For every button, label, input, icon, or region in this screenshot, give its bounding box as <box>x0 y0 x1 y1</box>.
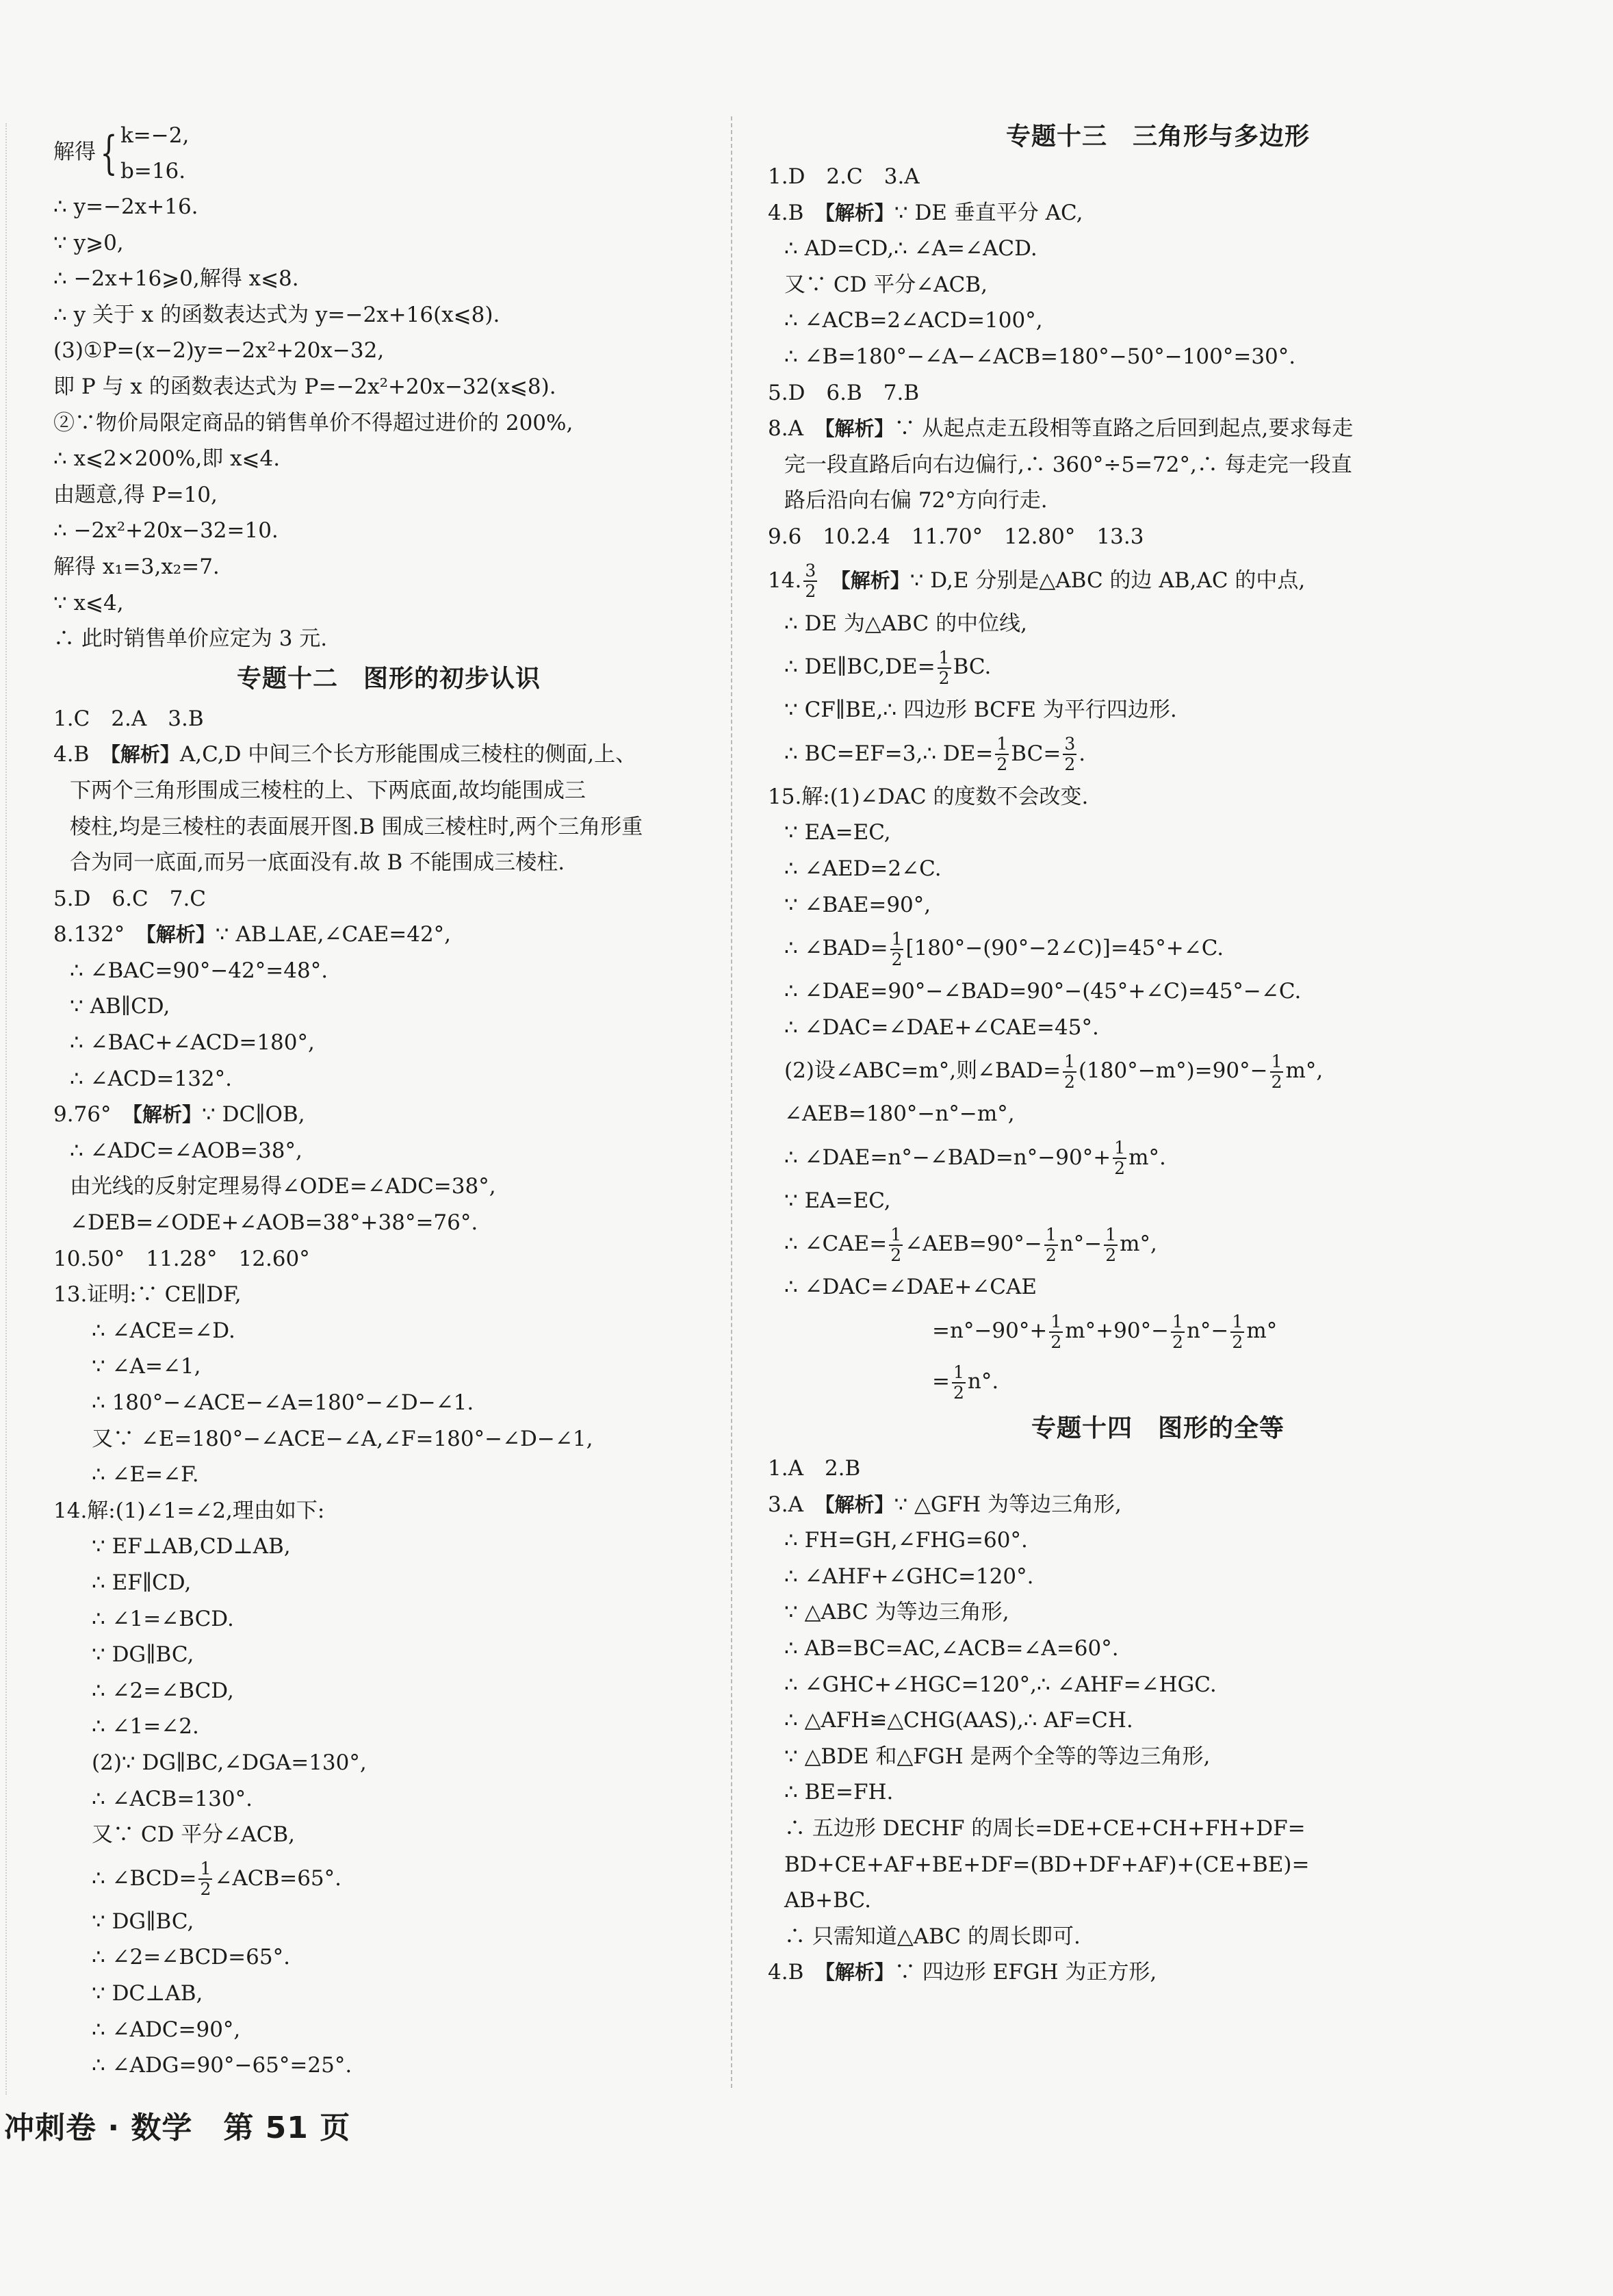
analysis-tag: 【解析】 <box>132 1103 203 1127</box>
answer-text: ∵ AB⊥AE,∠CAE=42°, <box>215 922 452 947</box>
answer-line: ∴ DE 为△ABC 的中位线, <box>784 611 1027 636</box>
answer-text: n°. <box>967 1369 999 1394</box>
answer-text: m°, <box>1285 1058 1324 1084</box>
answer-line: ∵ DG∥BC, <box>92 1642 194 1668</box>
answer-line <box>53 737 724 773</box>
answer-text: ∴ ∠CAE= <box>784 1232 888 1257</box>
denominator: 2 <box>1105 1245 1117 1265</box>
answer-text: ∴ BC=EF=3,∴ DE= <box>784 741 994 766</box>
answer-line: ∵ DG∥BC, <box>92 1909 194 1934</box>
answer-line <box>768 1045 1548 1096</box>
answer-line: ∴ 此时销售单价应定为 3 元. <box>53 626 328 652</box>
page-footer: 冲刺卷 · 数学 第 51 页 <box>4 2110 351 2145</box>
fraction <box>890 930 904 969</box>
answer-line: ∴ ∠1=∠BCD. <box>92 1606 234 1631</box>
numerator: 3 <box>805 561 816 581</box>
answer-line: 又∵ CD 平分∠ACB, <box>784 272 988 297</box>
answer-line: 即 P 与 x 的函数表达式为 P=−2x²+20x−32(x⩽8). <box>53 374 556 399</box>
numerator: 1 <box>200 1859 211 1879</box>
answer-line: ∴ ∠DAC=∠DAE+∠CAE=45°. <box>784 1015 1099 1040</box>
numerator: 1 <box>996 734 1008 754</box>
answer-line <box>768 1305 1548 1356</box>
answer-line <box>53 917 724 953</box>
answer-text: A,C,D 中间三个长方形能围成三棱柱的侧面,上、 <box>179 742 637 767</box>
brace-symbol: { <box>100 126 118 179</box>
fraction <box>1230 1312 1244 1352</box>
answer-line: ∵ ∠A=∠1, <box>92 1354 201 1379</box>
answer-line: ∴ y=−2x+16. <box>53 194 198 219</box>
answer-line: ∠AEB=180°−n°−m°, <box>784 1101 1015 1127</box>
answer-text: n°− <box>1186 1318 1229 1344</box>
answer-line: ∵ x⩽4, <box>53 590 124 615</box>
answer-text: ∵ 从起点走五段相等直路之后回到起点,要求每走 <box>894 416 1354 442</box>
answer-line: ∴ 只需知道△ABC 的周长即可. <box>784 1924 1081 1949</box>
numerator: 3 <box>1064 734 1076 754</box>
equation: k=−2, <box>120 123 190 148</box>
answer-line <box>768 555 1548 606</box>
answer-line: ∵ AB∥CD, <box>70 994 170 1019</box>
answer-line: ∵ CF∥BE,∴ 四边形 BCFE 为平行四边形. <box>784 698 1177 723</box>
answer-text: BC= <box>1011 741 1061 766</box>
answer-line: ∴ ∠AED=2∠C. <box>784 856 942 881</box>
answer-text: m°. <box>1128 1145 1166 1170</box>
left-column <box>53 115 724 2084</box>
fraction <box>1270 1052 1284 1092</box>
answer-line: ∵ DC⊥AB, <box>92 1980 203 2006</box>
answer-text: ∵ DC∥OB, <box>202 1102 305 1127</box>
answer-text: ∵ 四边形 EFGH 为正方形, <box>894 1960 1157 1985</box>
fraction <box>1113 1138 1126 1178</box>
answer-line: ∵ EF⊥AB,CD⊥AB, <box>92 1534 291 1559</box>
fraction <box>1044 1225 1058 1265</box>
fraction <box>952 1363 966 1403</box>
answer-line <box>768 1132 1548 1183</box>
answer-number: 9.76° <box>53 1102 133 1127</box>
answer-number: 14. <box>768 567 802 593</box>
equation-system <box>120 118 189 189</box>
fraction <box>889 1225 903 1265</box>
answer-line: 合为同一底面,而另一底面没有.故 B 不能围成三棱柱. <box>70 850 565 876</box>
answer-line: ②∵物价局限定商品的销售单价不得超过进价的 200%, <box>53 410 573 435</box>
answer-text: BC. <box>953 654 992 680</box>
answer-text: ∴ ∠BAD= <box>784 936 888 961</box>
fraction <box>1063 735 1076 774</box>
analysis-tag: 【解析】 <box>825 201 894 225</box>
answer-line: 10.50° 11.28° 12.60° <box>53 1246 310 1271</box>
denominator: 2 <box>805 581 816 602</box>
answer-line <box>768 1219 1548 1269</box>
answer-line: ∴ △AFH≌△CHG(AAS),∴ AF=CH. <box>784 1708 1133 1733</box>
denominator: 2 <box>200 1879 211 1900</box>
answer-line: ∴ ∠ACB=130°. <box>92 1786 253 1811</box>
numerator: 1 <box>1232 1311 1243 1331</box>
answer-line: ∴ ∠BAC=90°−42°=48°. <box>70 958 328 983</box>
answer-text: . <box>1079 741 1086 766</box>
answer-line: 15.解:(1)∠DAC 的度数不会改变. <box>768 784 1089 809</box>
numerator: 1 <box>890 1224 902 1245</box>
answer-line: AB+BC. <box>784 1888 871 1913</box>
answer-line <box>768 728 1548 779</box>
answer-line: ∴ ∠DAE=90°−∠BAD=90°−(45°+∠C)=45°−∠C. <box>784 979 1302 1004</box>
denominator: 2 <box>1045 1245 1057 1265</box>
answer-line: ∴ ∠B=180°−∠A−∠ACB=180°−50°−100°=30°. <box>784 344 1296 369</box>
answer-text: ∵ D,E 分别是△ABC 的边 AB,AC 的中点, <box>909 567 1306 593</box>
numerator: 1 <box>891 928 903 949</box>
fraction <box>803 561 817 601</box>
answer-line: 13.证明:∵ CE∥DF, <box>53 1282 242 1308</box>
answer-line: ∴ AD=CD,∴ ∠A=∠ACD. <box>784 236 1037 262</box>
answer-line <box>768 1487 1548 1523</box>
denominator: 2 <box>1172 1331 1183 1352</box>
denominator: 2 <box>1114 1158 1126 1179</box>
analysis-tag: 【解析】 <box>110 743 180 767</box>
answer-text: m°+90°− <box>1065 1318 1170 1344</box>
denominator: 2 <box>1232 1331 1243 1352</box>
fraction <box>995 735 1009 774</box>
answer-text: = <box>932 1369 950 1394</box>
answer-line: ∴ ∠1=∠2. <box>92 1714 199 1739</box>
answer-line: ∴ ∠ACE=∠D. <box>92 1318 235 1343</box>
answer-line: 棱柱,均是三棱柱的表面展开图.B 围成三棱柱时,两个三角形重 <box>70 814 643 839</box>
denominator: 2 <box>938 667 950 688</box>
answer-number: 8.A <box>768 416 825 442</box>
answer-line: ∴ EF∥CD, <box>92 1570 192 1595</box>
answer-line: ∴ ∠AHF+∠GHC=120°. <box>784 1564 1034 1589</box>
denominator: 2 <box>1064 1071 1075 1092</box>
analysis-tag: 【解析】 <box>825 1961 894 1985</box>
fraction <box>198 1859 212 1899</box>
denominator: 2 <box>890 1245 902 1265</box>
answer-text: ∴ ∠DAE=n°−∠BAD=n°−90°+ <box>784 1145 1111 1170</box>
answer-line: ∴ −2x²+20x−32=10. <box>53 518 279 544</box>
numerator: 1 <box>1271 1051 1282 1071</box>
answer-line: 5.D 6.B 7.B <box>768 380 920 405</box>
equation: b=16. <box>120 158 186 183</box>
answer-line: ∵ y⩾0, <box>53 230 124 255</box>
answer-line: ∵ △ABC 为等边三角形, <box>784 1600 1009 1625</box>
answer-text: ∵ △GFH 为等边三角形, <box>894 1492 1122 1517</box>
fraction <box>1049 1312 1063 1352</box>
answer-number: 4.B <box>768 200 825 225</box>
answer-line: 路后沿向右偏 72°方向行走. <box>784 488 1048 513</box>
answer-text: (2)设∠ABC=m°,则∠BAD= <box>784 1058 1061 1084</box>
answer-line: ∴ ∠BAC+∠ACD=180°, <box>70 1030 315 1056</box>
answer-line <box>768 1954 1548 1991</box>
left-edge-mark <box>5 123 7 2095</box>
answer-text: (180°−m°)=90°− <box>1078 1058 1268 1084</box>
analysis-tag: 【解析】 <box>824 417 894 441</box>
answer-line: ∵ △BDE 和△FGH 是两个全等的等边三角形, <box>784 1744 1211 1769</box>
answer-line: 解得 x₁=3,x₂=7. <box>53 554 220 579</box>
answer-line: ∴ ∠2=∠BCD, <box>92 1678 234 1703</box>
denominator: 2 <box>953 1382 964 1403</box>
answer-line: 1.C 2.A 3.B <box>53 706 204 731</box>
answer-text: 解得 <box>53 140 96 164</box>
answer-line <box>768 923 1548 973</box>
answer-line: ∴ ∠GHC+∠HGC=120°,∴ ∠AHF=∠HGC. <box>784 1672 1217 1697</box>
answer-number: 4.B <box>768 1960 825 1985</box>
answer-line: 9.6 10.2.4 11.70° 12.80° 13.3 <box>768 524 1144 549</box>
answer-line: ∵ EA=EC, <box>784 1188 891 1213</box>
numerator: 1 <box>1045 1224 1057 1245</box>
answer-line: ∴ ∠ACB=2∠ACD=100°, <box>784 308 1043 333</box>
answer-line: 5.D 6.C 7.C <box>53 886 207 911</box>
answer-number: 3.A <box>768 1492 825 1517</box>
answer-line: ∴ 五边形 DECHF 的周长=DE+CE+CH+FH+DF= <box>784 1816 1306 1841</box>
analysis-tag: 【解析】 <box>824 1492 894 1516</box>
answer-line: ∴ ∠E=∠F. <box>92 1462 199 1488</box>
answer-line: ∴ AB=BC=AC,∠ACB=∠A=60°. <box>784 1636 1119 1661</box>
answer-text: ∴ ∠BCD= <box>92 1865 197 1891</box>
answer-line: ∴ FH=GH,∠FHG=60°. <box>784 1528 1028 1553</box>
answer-text: ∵ DE 垂直平分 AC, <box>894 200 1083 225</box>
answer-line: 1.A 2.B <box>768 1456 861 1481</box>
answer-line: (2)∵ DG∥BC,∠DGA=130°, <box>92 1750 367 1775</box>
answer-text: ∴ DE∥BC,DE= <box>784 654 935 680</box>
denominator: 2 <box>1064 754 1076 775</box>
answer-line <box>768 411 1548 447</box>
answer-number: 4.B <box>53 742 111 767</box>
fraction <box>1063 1052 1076 1092</box>
denominator: 2 <box>891 949 903 969</box>
answer-line: ∴ ∠2=∠BCD=65°. <box>92 1945 290 1970</box>
analysis-tag: 【解析】 <box>840 568 910 592</box>
numerator: 1 <box>1064 1051 1075 1071</box>
answer-line: ∴ y 关于 x 的函数表达式为 y=−2x+16(x⩽8). <box>53 302 500 327</box>
denominator: 2 <box>1050 1331 1062 1352</box>
answer-line <box>768 641 1548 692</box>
answer-line: ∴ ∠ACD=132°. <box>70 1066 233 1091</box>
numerator: 1 <box>1114 1138 1126 1158</box>
fraction <box>1171 1312 1185 1352</box>
numerator: 1 <box>1050 1311 1062 1331</box>
answer-line <box>53 115 724 189</box>
answer-line: ∠DEB=∠ODE+∠AOB=38°+38°=76°. <box>70 1210 478 1236</box>
fraction <box>938 648 951 688</box>
right-column <box>768 115 1548 1991</box>
answer-line: (3)①P=(x−2)y=−2x²+20x−32, <box>53 338 385 363</box>
answer-line: 完一段直路后向右边偏行,∴ 360°÷5=72°,∴ 每走完一段直 <box>784 452 1352 477</box>
analysis-tag: 【解析】 <box>146 923 216 947</box>
answer-line: ∴ ∠ADC=∠AOB=38°, <box>70 1138 302 1163</box>
section-title-13: 专题十三 三角形与多边形 <box>1005 123 1310 151</box>
answer-line <box>53 1097 724 1133</box>
answer-line: ∴ −2x+16⩾0,解得 x⩽8. <box>53 266 299 292</box>
answer-line: 下两个三角形围成三棱柱的上、下两底面,故均能围成三 <box>70 778 586 803</box>
fraction <box>1104 1225 1118 1265</box>
answer-text: m° <box>1246 1318 1278 1344</box>
answer-text: [180°−(90°−2∠C)]=45°+∠C. <box>905 936 1224 961</box>
numerator: 1 <box>953 1362 964 1382</box>
answer-line: ∴ ∠ADG=90°−65°=25°. <box>92 2053 352 2078</box>
answer-line <box>768 1356 1548 1407</box>
answer-line <box>768 195 1548 231</box>
numerator: 1 <box>938 647 950 667</box>
answer-line: ∴ ∠DAC=∠DAE+∠CAE <box>784 1275 1037 1300</box>
answer-line: 又∵ CD 平分∠ACB, <box>92 1822 295 1848</box>
denominator: 2 <box>1271 1071 1282 1092</box>
answer-line <box>53 1853 724 1904</box>
answer-line: ∴ x⩽2×200%,即 x⩽4. <box>53 446 281 472</box>
answer-text: ∠ACB=65°. <box>214 1865 342 1891</box>
answer-line: 由题意,得 P=10, <box>53 482 218 507</box>
answer-line: 14.解:(1)∠1=∠2,理由如下: <box>53 1498 325 1523</box>
answer-line: 又∵ ∠E=180°−∠ACE−∠A,∠F=180°−∠D−∠1, <box>92 1426 593 1451</box>
numerator: 1 <box>1105 1224 1117 1245</box>
answer-line: 由光线的反射定理易得∠ODE=∠ADC=38°, <box>70 1174 496 1199</box>
section-title-14: 专题十四 图形的全等 <box>1031 1414 1285 1443</box>
answer-line: ∵ EA=EC, <box>784 820 891 845</box>
answer-text: n°− <box>1059 1232 1102 1257</box>
answer-line: ∴ 180°−∠ACE−∠A=180°−∠D−∠1. <box>92 1390 474 1415</box>
answer-text: m°, <box>1120 1232 1157 1257</box>
answer-line: BD+CE+AF+BE+DF=(BD+DF+AF)+(CE+BE)= <box>784 1852 1310 1877</box>
section-title-12: 专题十二 图形的初步认识 <box>236 664 541 693</box>
answer-line: 1.D 2.C 3.A <box>768 164 920 189</box>
denominator: 2 <box>996 754 1008 775</box>
answer-line: ∴ BE=FH. <box>784 1780 894 1805</box>
numerator: 1 <box>1172 1311 1183 1331</box>
answer-text: ∠AEB=90°− <box>905 1232 1042 1257</box>
answer-line: ∴ ∠ADC=90°, <box>92 2017 241 2042</box>
answer-line: ∵ ∠BAE=90°, <box>784 892 931 917</box>
answer-number: 8.132° <box>53 922 146 947</box>
column-divider <box>731 116 732 2088</box>
answer-text: =n°−90°+ <box>932 1318 1048 1344</box>
